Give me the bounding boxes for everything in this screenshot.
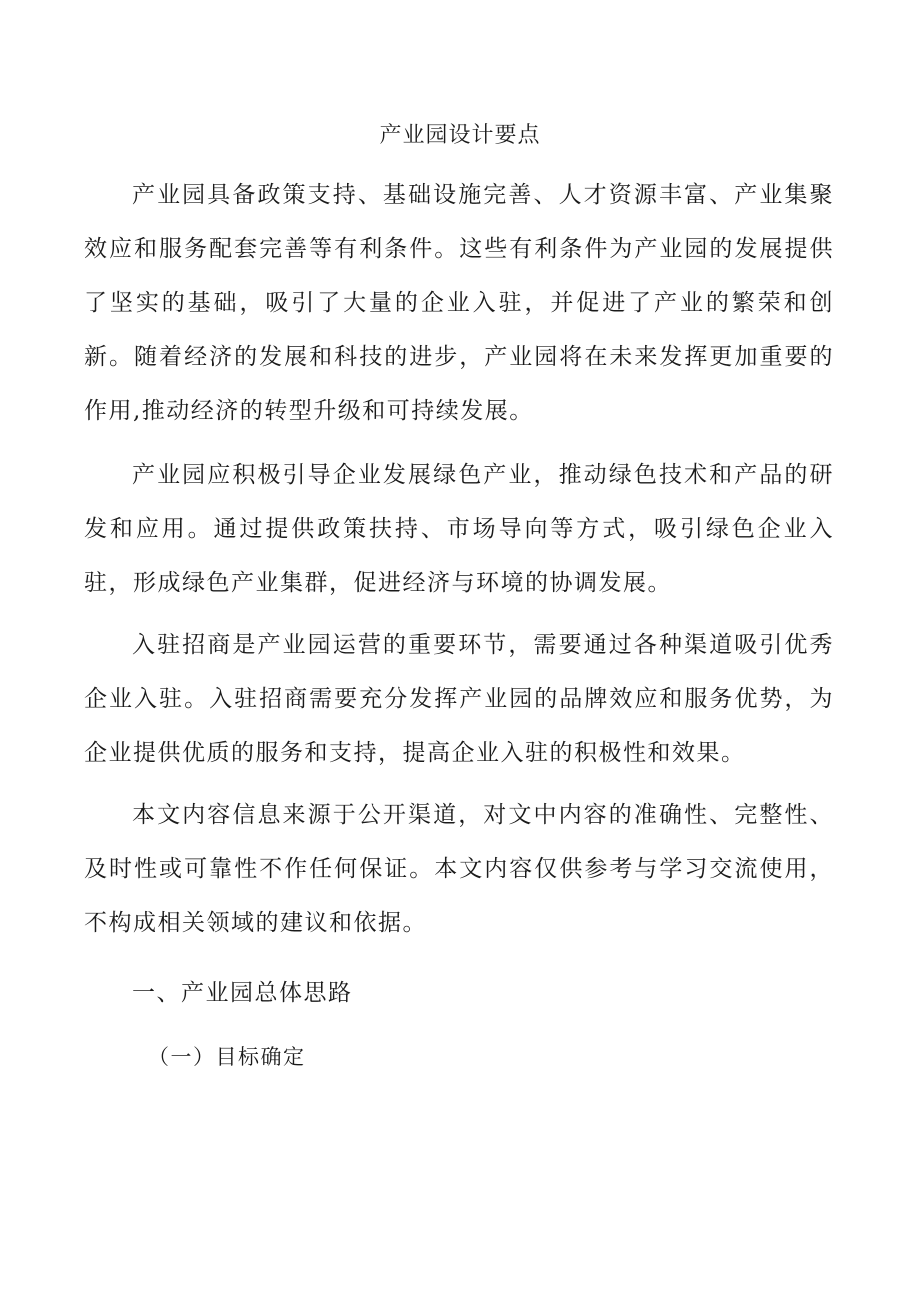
- subsection-heading: （一）目标确定: [148, 1045, 306, 1069]
- paragraph-advantages: 产业园具备政策支持、基础设施完善、人才资源丰富、产业集聚效应和服务配套完善等有利条件。这些有利条件为产业园的发展提供了坚实的基础，吸引了大量的企业入驻，并促进了产业的繁荣和创新。随着经济的发展和科技的进步，产业园将在未来发挥更加重要的作用,推动经济的转型升级和可持续发展。: [84, 182, 834, 424]
- document-title: 产业园设计要点: [379, 123, 541, 148]
- paragraph-investment-attraction: 入驻招商是产业园运营的重要环节，需要通过各种渠道吸引优秀企业入驻。入驻招商需要充分发挥产业园的品牌效应和服务优势，为企业提供优质的服务和支持，提高企业入驻的积极性和效果。: [84, 632, 834, 766]
- section-heading: 一、产业园总体思路: [132, 980, 353, 1006]
- paragraph-disclaimer: 本文内容信息来源于公开渠道，对文中内容的准确性、完整性、及时性或可靠性不作任何保证。本文内容仅供参考与学习交流使用，不构成相关领域的建议和依据。: [84, 802, 834, 936]
- paragraph-green-industry: 产业园应积极引导企业发展绿色产业，推动绿色技术和产品的研发和应用。通过提供政策扶持、市场导向等方式，吸引绿色企业入驻，形成绿色产业集群，促进经济与环境的协调发展。: [84, 462, 834, 596]
